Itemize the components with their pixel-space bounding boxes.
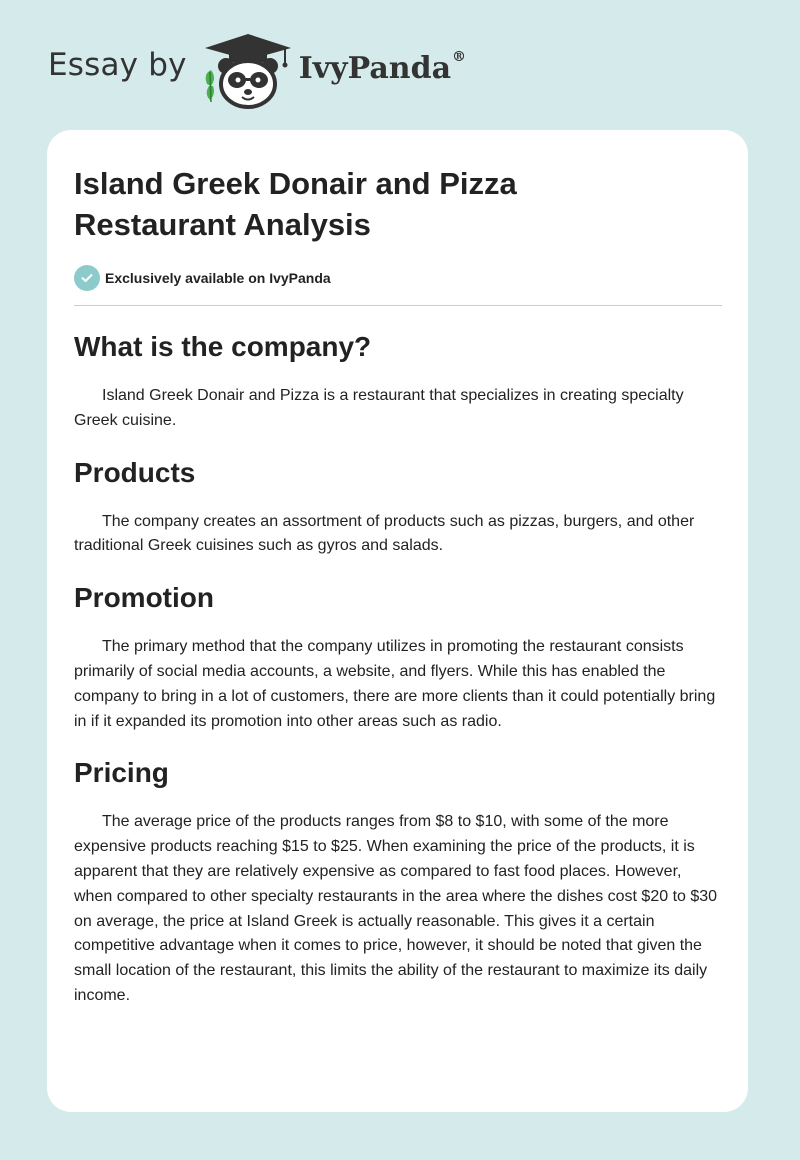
badge-label: Exclusively available on IvyPanda — [105, 270, 331, 286]
checkmark-icon — [74, 265, 100, 291]
divider — [74, 305, 722, 306]
essay-card — [47, 130, 748, 1112]
section-paragraph: The primary method that the company utilizes in promoting the restaurant consists primarily of social media accounts, a website, and flyers. While this has enabled the company to bring in a lot of customers, there are more clients than it could potentially bring in if it expanded its promotion into other areas such as radio. — [74, 638, 716, 730]
section-paragraph: Island Greek Donair and Pizza is a restaurant that specializes in creating specialty Greek cuisine. — [74, 387, 684, 429]
essay-by-label: Essay by — [48, 47, 187, 83]
title-line-1: Island Greek Donair and Pizza — [74, 166, 517, 201]
section-paragraph: The average price of the products ranges from $8 to $10, with some of the more expensive products reaching $15 to $25. When examining the price of the products, it is apparent that they are relatively expensive as compared to fast food places. However, when compared to other specialty restaurants in the area where the dishes cost $20 to $30 on average, the price at Island Greek is actually reasonable. This gives it a certain competitive advantage when it comes to price, however, it should be noted that given the small location of the restaurant, this limits the ability of the restaurant to maximize its daily income. — [74, 813, 718, 1004]
section-heading: Products — [74, 456, 196, 488]
section-heading: What is the company? — [74, 331, 372, 362]
panda-logo-icon — [201, 30, 295, 110]
page-title — [74, 163, 722, 245]
registered-mark: ® — [452, 48, 467, 65]
section-heading: Pricing — [74, 757, 169, 789]
exclusive-badge — [74, 265, 722, 291]
section-heading: Promotion — [74, 582, 214, 614]
section-paragraph: The company creates an assortment of products such as pizzas, burgers, and other traditional Greek cuisines such as gyros and salads. — [74, 512, 695, 555]
title-line-2: Restaurant Analysis — [74, 207, 371, 242]
brand-name: IvyPanda® — [298, 48, 467, 86]
site-header — [48, 30, 466, 110]
